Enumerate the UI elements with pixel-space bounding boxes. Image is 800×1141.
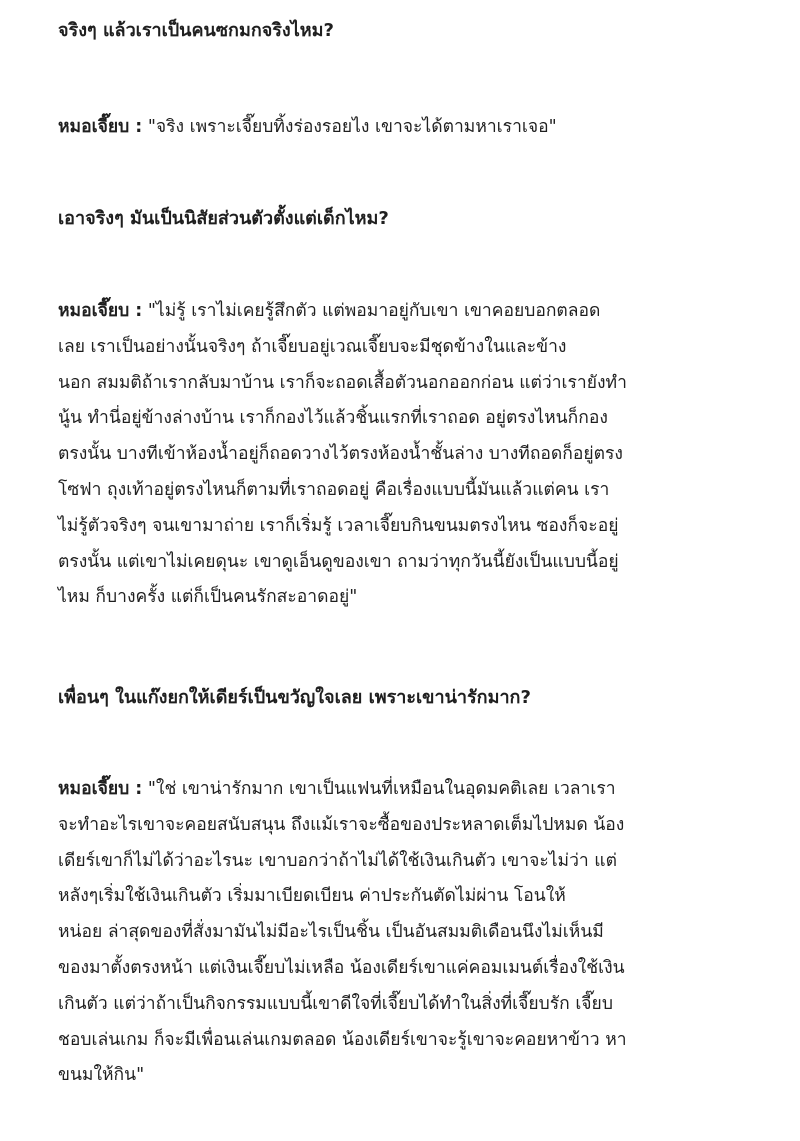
answer-line: ขนมให้กิน" xyxy=(58,1065,145,1086)
answer-line: ไหม ก็บางครั้ง แต่ก็เป็นคนรักสะอาดอยู่" xyxy=(58,587,358,608)
answer-line: นู้น ทำนี่อยู่ข้างล่างบ้าน เราก็กองไว้แล้วชิ้นแรกที่เราถอด อยู่ตรงไหนก็กอง xyxy=(58,408,608,429)
question-2: เอาจริงๆ มันเป็นนิสัยส่วนตัวตั้งแต่เด็กไหม? xyxy=(58,208,389,229)
answer-line: เลย เราเป็นอย่างนั้นจริงๆ ถ้าเจี๊ยบอยู่เวณเจี๊ยบจะมีชุดข้างในและข้าง xyxy=(58,336,567,357)
answer-line: ตรงนั้น บางทีเข้าห้องน้ำอยู่ก็ถอดวางไว้ตรงห้องน้ำชั้นล่าง บางทีถอดก็อยู่ตรง xyxy=(58,444,623,465)
answer-line: ตรงนั้น แต่เขาไม่เคยดุนะ เขาดูเอ็นดูของเขา ถามว่าทุกวันนี้ยังเป็นแบบนี้อยู่ xyxy=(58,551,619,572)
answer-line: หมอเจี๊ยบ : "ใช่ เขาน่ารักมาก เขาเป็นแฟนที่เหมือนในอุดมคติเลย เวลาเรา xyxy=(58,779,616,799)
answer-2 xyxy=(58,294,768,616)
speaker-label: หมอเจี๊ยบ : xyxy=(58,779,143,799)
speaker-label: หมอเจี๊ยบ : xyxy=(58,117,143,137)
speaker-label: หมอเจี๊ยบ : xyxy=(58,301,143,321)
answer-line: หมอเจี๊ยบ : "จริง เพราะเจี๊ยบทิ้งร่องรอยไง เขาจะได้ตามหาเราเจอ" xyxy=(58,117,557,137)
answer-line: หลังๆเริ่มใช้เงินเกินตัว เริ่มมาเบียดเบียน ค่าประกันตัดไม่ผ่าน โอนให้ xyxy=(58,886,566,907)
answer-line: ของมาตั้งตรงหน้า แต่เงินเจี๊ยบไม่เหลือ น้องเดียร์เขาแค่คอมเมนต์เรื่องใช้เงิน xyxy=(58,957,625,978)
answer-line: หน่อย ล่าสุดของที่สั่งมามันไม่มีอะไรเป็นชิ้น เป็นอันสมมติเดือนนึงไม่เห็นมี xyxy=(58,922,604,943)
answer-line: โซฟา ถุงเท้าอยู่ตรงไหนก็ตามที่เราถอดอยู่ คือเรื่องแบบนี้มันแล้วแต่คน เรา xyxy=(58,479,610,500)
answer-line: ชอบเล่นเกม ก็จะมีเพื่อนเล่นเกมตลอด น้องเดียร์เขาจะรู้เขาจะคอยหาข้าว หา xyxy=(58,1029,627,1050)
answer-line: นอก สมมติถ้าเรากลับมาบ้าน เราก็จะถอดเสื้อตัวนอกออกก่อน แต่ว่าเรายังทำ xyxy=(58,372,627,393)
answer-line: จะทำอะไรเขาจะคอยสนับสนุน ถึงแม้เราจะซื้อของประหลาดเต็มไปหมด น้อง xyxy=(58,814,625,835)
answer-line: เกินตัว แต่ว่าถ้าเป็นกิจกรรมแบบนี้เขาดีใจที่เจี๊ยบได้ทำในสิ่งที่เจี๊ยบรัก เจี๊ยบ xyxy=(58,993,613,1014)
answer-3 xyxy=(58,772,768,1094)
answer-line: ไม่รู้ตัวจริงๆ จนเขามาถ่าย เราก็เริ่มรู้ เวลาเจี๊ยบกินขนมตรงไหน ซองก็จะอยู่ xyxy=(58,515,619,536)
question-1: จริงๆ แล้วเราเป็นคนซกมกจริงไหม? xyxy=(58,20,334,41)
answer-line: หมอเจี๊ยบ : "ไม่รู้ เราไม่เคยรู้สึกตัว แต่พอมาอยู่กับเขา เขาคอยบอกตลอด xyxy=(58,301,601,321)
answer-line: เดียร์เขาก็ไม่ได้ว่าอะไรนะ เขาบอกว่าถ้าไม่ได้ใช้เงินเกินตัว เขาจะไม่ว่า แต่ xyxy=(58,850,617,871)
answer-1 xyxy=(58,110,768,146)
question-3: เพื่อนๆ ในแก๊งยกให้เดียร์เป็นขวัญใจเลย เพราะเขาน่ารักมาก? xyxy=(58,687,531,708)
